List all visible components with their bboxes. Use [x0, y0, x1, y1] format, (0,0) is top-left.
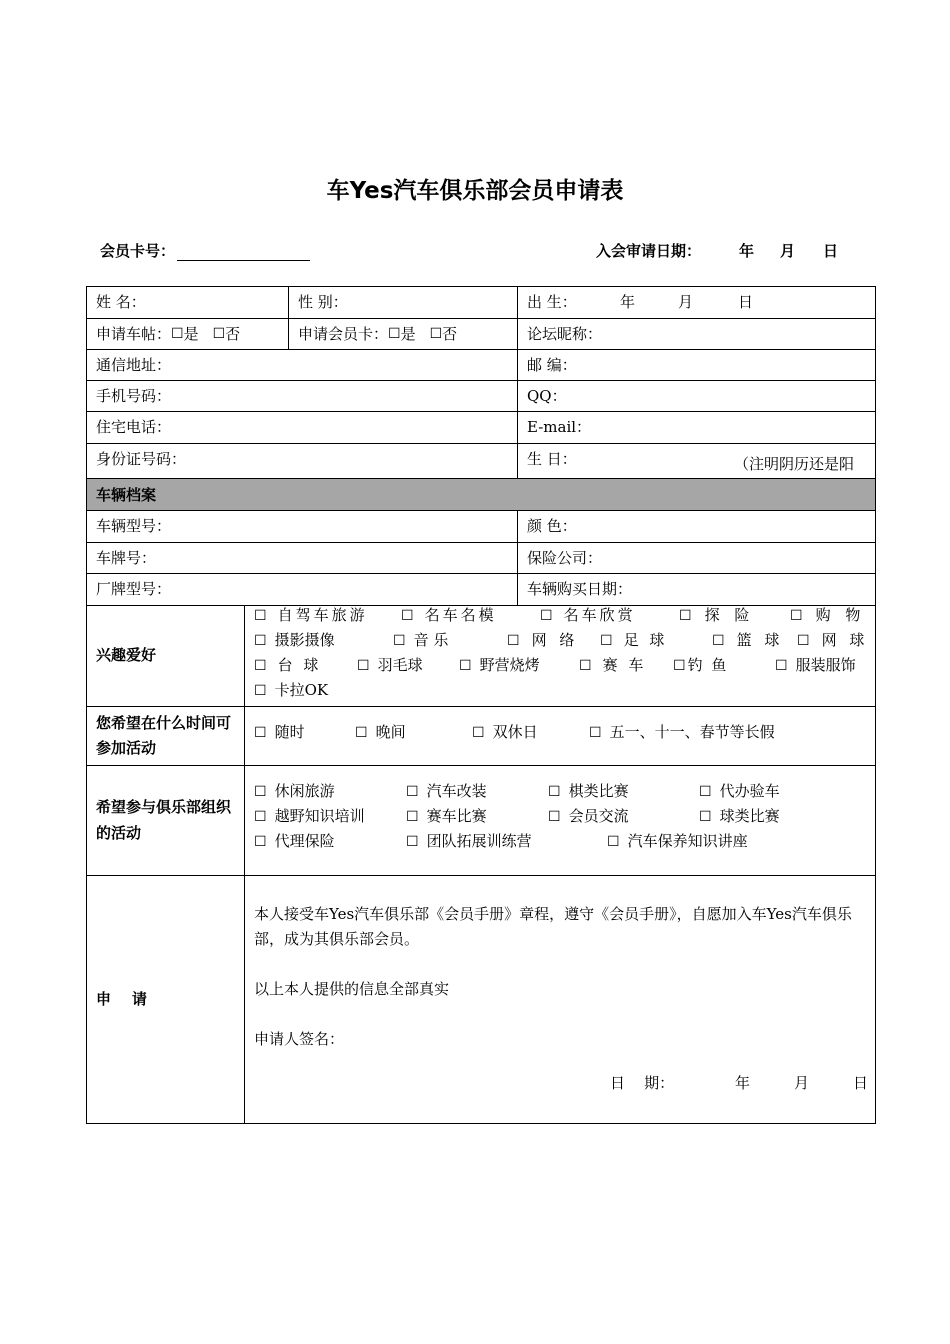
checkbox-icon[interactable]: ☐	[712, 633, 729, 649]
car-sticker-field	[87, 319, 289, 350]
hobbies-row-4	[245, 683, 875, 708]
hobbies-label-cell	[87, 606, 245, 707]
date-month: 月	[780, 242, 796, 260]
activities-row-3	[245, 834, 875, 859]
name-field[interactable]	[87, 287, 289, 319]
application-body	[245, 876, 875, 1123]
checkbox-icon[interactable]: ☐	[540, 608, 556, 624]
activity-option[interactable]: ☐ 越野知识培训	[254, 807, 365, 825]
vehicle-model-field[interactable]	[87, 511, 518, 543]
checkbox-icon[interactable]: ☐	[459, 658, 472, 674]
birthday-label: 生 日：	[527, 450, 577, 468]
date-day: 日	[823, 242, 839, 260]
application-date-label: 入会审请日期：	[596, 242, 702, 260]
hobby-option[interactable]: ☐ 服装服饰	[775, 656, 856, 674]
hobby-option[interactable]: ☐ 网 络	[507, 631, 579, 649]
time-option[interactable]: ☐ 随时	[254, 723, 305, 741]
date-year: 年	[739, 242, 755, 260]
sign-date-month: 月	[794, 1074, 810, 1092]
checkbox-icon[interactable]: ☐	[406, 784, 419, 800]
postcode-field[interactable]	[518, 350, 875, 381]
purchase-date-field[interactable]	[518, 574, 875, 606]
email-label: E-mail：	[527, 418, 592, 436]
home-phone-label: 住宅电话：	[96, 418, 172, 436]
hobby-option[interactable]: ☐ 摄影摄像	[254, 631, 335, 649]
hobby-option[interactable]: ☐ 赛 车	[579, 656, 647, 674]
brand-model-field[interactable]	[87, 574, 518, 606]
checkbox-icon[interactable]: ☐	[357, 658, 370, 674]
checkbox-icon[interactable]: ☐	[600, 633, 616, 649]
id-number-label: 身份证号码：	[96, 450, 187, 468]
purchase-date-label: 车辆购买日期：	[527, 580, 633, 598]
checkbox-icon[interactable]: ☐	[401, 608, 417, 624]
activities-options	[245, 766, 875, 876]
insurer-label: 保险公司：	[527, 548, 603, 567]
vehicle-color-field[interactable]	[518, 511, 875, 543]
name-label: 姓 名：	[96, 293, 146, 311]
checkbox-icon[interactable]: ☐	[393, 633, 406, 649]
member-card-apply-label: 申请会员卡：	[298, 324, 389, 343]
time-option[interactable]: ☐ 双休日	[472, 723, 538, 741]
birthday-field[interactable]	[518, 444, 875, 479]
hobby-option[interactable]: ☐ 篮 球	[712, 631, 784, 649]
car-sticker-yes-checkbox[interactable]: ☐	[171, 326, 184, 342]
activity-option[interactable]: ☐ 汽车改装	[406, 782, 487, 800]
car-sticker-yes-label: 是	[183, 324, 199, 343]
checkbox-icon[interactable]: ☐	[699, 809, 712, 825]
mobile-field[interactable]	[87, 381, 518, 412]
activity-option[interactable]: ☐ 会员交流	[548, 807, 629, 825]
checkbox-icon[interactable]: ☐	[254, 834, 267, 850]
activities-row-1	[245, 784, 875, 809]
hobbies-row-1	[245, 608, 875, 633]
vehicle-model-label: 车辆型号：	[96, 517, 172, 535]
application-label-cell	[87, 876, 245, 1123]
car-sticker-label: 申请车帖：	[96, 324, 172, 343]
member-card-no-checkbox[interactable]: ☐	[429, 326, 443, 342]
checkbox-icon[interactable]: ☐	[472, 725, 485, 741]
plate-field[interactable]	[87, 543, 518, 574]
hobby-option[interactable]: ☐ 音 乐	[393, 631, 449, 649]
gender-field[interactable]	[289, 287, 518, 319]
checkbox-icon[interactable]: ☐	[355, 725, 368, 741]
hobby-option[interactable]: ☐ 探 险	[679, 606, 755, 624]
activity-option[interactable]: ☐ 球类比赛	[699, 807, 780, 825]
vehicle-color-label: 颜 色：	[527, 517, 577, 535]
checkbox-icon[interactable]: ☐	[790, 608, 808, 624]
mobile-label: 手机号码：	[96, 386, 172, 405]
checkbox-icon[interactable]: ☐	[406, 809, 419, 825]
checkbox-icon[interactable]: ☐	[254, 608, 270, 624]
hobby-option[interactable]: ☐ 自驾车旅游	[254, 606, 368, 624]
hobbies-row-2	[245, 633, 875, 658]
checkbox-icon[interactable]: ☐	[254, 784, 267, 800]
checkbox-icon[interactable]: ☐	[548, 784, 561, 800]
member-card-input[interactable]	[177, 244, 310, 261]
hobby-option[interactable]: ☐钓 鱼	[673, 656, 729, 674]
hobby-option[interactable]: ☐ 名车名模	[401, 606, 497, 624]
hobby-option[interactable]: ☐ 卡拉OK	[254, 681, 329, 699]
hobby-option[interactable]: ☐ 野营烧烤	[459, 656, 540, 674]
birth-day: 日	[738, 293, 754, 311]
activities-row-2	[245, 809, 875, 834]
plate-label: 车牌号：	[96, 548, 157, 567]
hobby-option[interactable]: ☐ 网 球	[797, 631, 869, 649]
hobbies-label: 兴趣爱好	[96, 646, 157, 665]
brand-model-label: 厂牌型号：	[96, 580, 172, 598]
checkbox-icon[interactable]: ☐	[254, 809, 267, 825]
hobby-option[interactable]: ☐ 羽毛球	[357, 656, 423, 674]
vehicle-section-header: 车辆档案	[87, 479, 875, 511]
activity-option[interactable]: ☐ 团队拓展训练营	[406, 832, 532, 850]
activity-option[interactable]: ☐ 赛车比赛	[406, 807, 487, 825]
application-statement: 本人接受车Yes汽车俱乐部《会员手册》章程，遵守《会员手册》，自愿加入车Yes汽车俱乐部，成为其俱乐部会员。	[254, 905, 852, 948]
hobby-option[interactable]: ☐ 购 物	[790, 606, 866, 624]
birthday-note: （注明阴历还是阳	[734, 455, 855, 473]
checkbox-icon[interactable]: ☐	[797, 633, 814, 649]
hobbies-options	[245, 606, 875, 707]
activity-option[interactable]: ☐ 棋类比赛	[548, 782, 629, 800]
checkbox-icon[interactable]: ☐	[699, 784, 712, 800]
car-sticker-no-label: 否	[225, 324, 241, 343]
address-label: 通信地址：	[96, 355, 172, 374]
member-card-yes-label: 是	[400, 324, 416, 343]
time-row	[245, 725, 875, 750]
hobby-option[interactable]: ☐ 名车欣赏	[540, 606, 636, 624]
sign-date-label: 日 期：	[610, 1074, 675, 1092]
sign-date-year: 年	[735, 1074, 751, 1092]
time-option[interactable]: ☐ 五一、十一、春节等长假	[589, 723, 775, 741]
checkbox-icon[interactable]: ☐	[406, 834, 419, 850]
member-card-apply-field	[289, 319, 518, 350]
checkbox-icon[interactable]: ☐	[254, 683, 267, 699]
hobby-option[interactable]: ☐ 台 球	[254, 656, 322, 674]
activity-option[interactable]: ☐ 休闲旅游	[254, 782, 335, 800]
forum-nick-label: 论坛昵称：	[527, 324, 603, 343]
activities-label-cell	[87, 766, 245, 876]
activity-option[interactable]: ☐ 汽车保养知识讲座	[607, 832, 748, 850]
address-field[interactable]	[87, 350, 518, 381]
time-option[interactable]: ☐ 晚间	[355, 723, 406, 741]
gender-label: 性 别：	[298, 293, 348, 311]
birth-label: 出 生：	[527, 293, 577, 311]
checkbox-icon[interactable]: ☐	[589, 725, 602, 741]
member-card-yes-checkbox[interactable]: ☐	[388, 326, 401, 342]
time-label: 您希望在什么时间可参加活动	[96, 713, 232, 757]
birth-year: 年	[620, 293, 636, 311]
checkbox-icon[interactable]: ☐	[548, 809, 561, 825]
activities-label: 希望参与俱乐部组织的活动	[96, 798, 232, 842]
checkbox-icon[interactable]: ☐	[254, 633, 267, 649]
checkbox-icon[interactable]: ☐	[579, 658, 595, 674]
time-options	[245, 707, 875, 766]
application-label: 申 请	[96, 989, 147, 1008]
activity-option[interactable]: ☐ 代办验车	[699, 782, 780, 800]
birth-month: 月	[678, 293, 694, 311]
hobbies-row-3	[245, 658, 875, 683]
insurer-field[interactable]	[518, 543, 875, 574]
member-card-label: 会员卡号：	[100, 242, 176, 260]
qq-label: QQ：	[527, 386, 567, 405]
car-sticker-no-checkbox[interactable]: ☐	[212, 326, 226, 342]
home-phone-field[interactable]	[87, 412, 518, 444]
member-card-no-label: 否	[442, 324, 458, 343]
application-truth: 以上本人提供的信息全部真实	[254, 980, 450, 998]
time-label-cell	[87, 707, 245, 766]
application-form	[86, 286, 876, 1124]
sign-date-day: 日	[853, 1074, 869, 1092]
checkbox-icon[interactable]: ☐	[254, 658, 270, 674]
signature-label[interactable]: 申请人签名：	[254, 1030, 345, 1048]
birth-field[interactable]	[518, 287, 875, 319]
hobby-option[interactable]: ☐ 足 球	[600, 631, 668, 649]
activity-option[interactable]: ☐ 代理保险	[254, 832, 335, 850]
forum-nick-field[interactable]	[518, 319, 875, 350]
application-date	[596, 240, 846, 261]
checkbox-icon[interactable]: ☐	[507, 633, 524, 649]
id-number-field[interactable]	[87, 444, 518, 479]
postcode-label: 邮 编：	[527, 355, 577, 374]
checkbox-icon[interactable]: ☐	[775, 658, 788, 674]
email-field[interactable]	[518, 412, 875, 444]
checkbox-icon[interactable]: ☐	[254, 725, 267, 741]
qq-field[interactable]	[518, 381, 875, 412]
checkbox-icon[interactable]: ☐	[673, 658, 688, 674]
page-title: 车Yes汽车俱乐部会员申请表	[326, 178, 624, 204]
checkbox-icon[interactable]: ☐	[607, 834, 620, 850]
member-card-number	[100, 240, 310, 261]
checkbox-icon[interactable]: ☐	[679, 608, 697, 624]
